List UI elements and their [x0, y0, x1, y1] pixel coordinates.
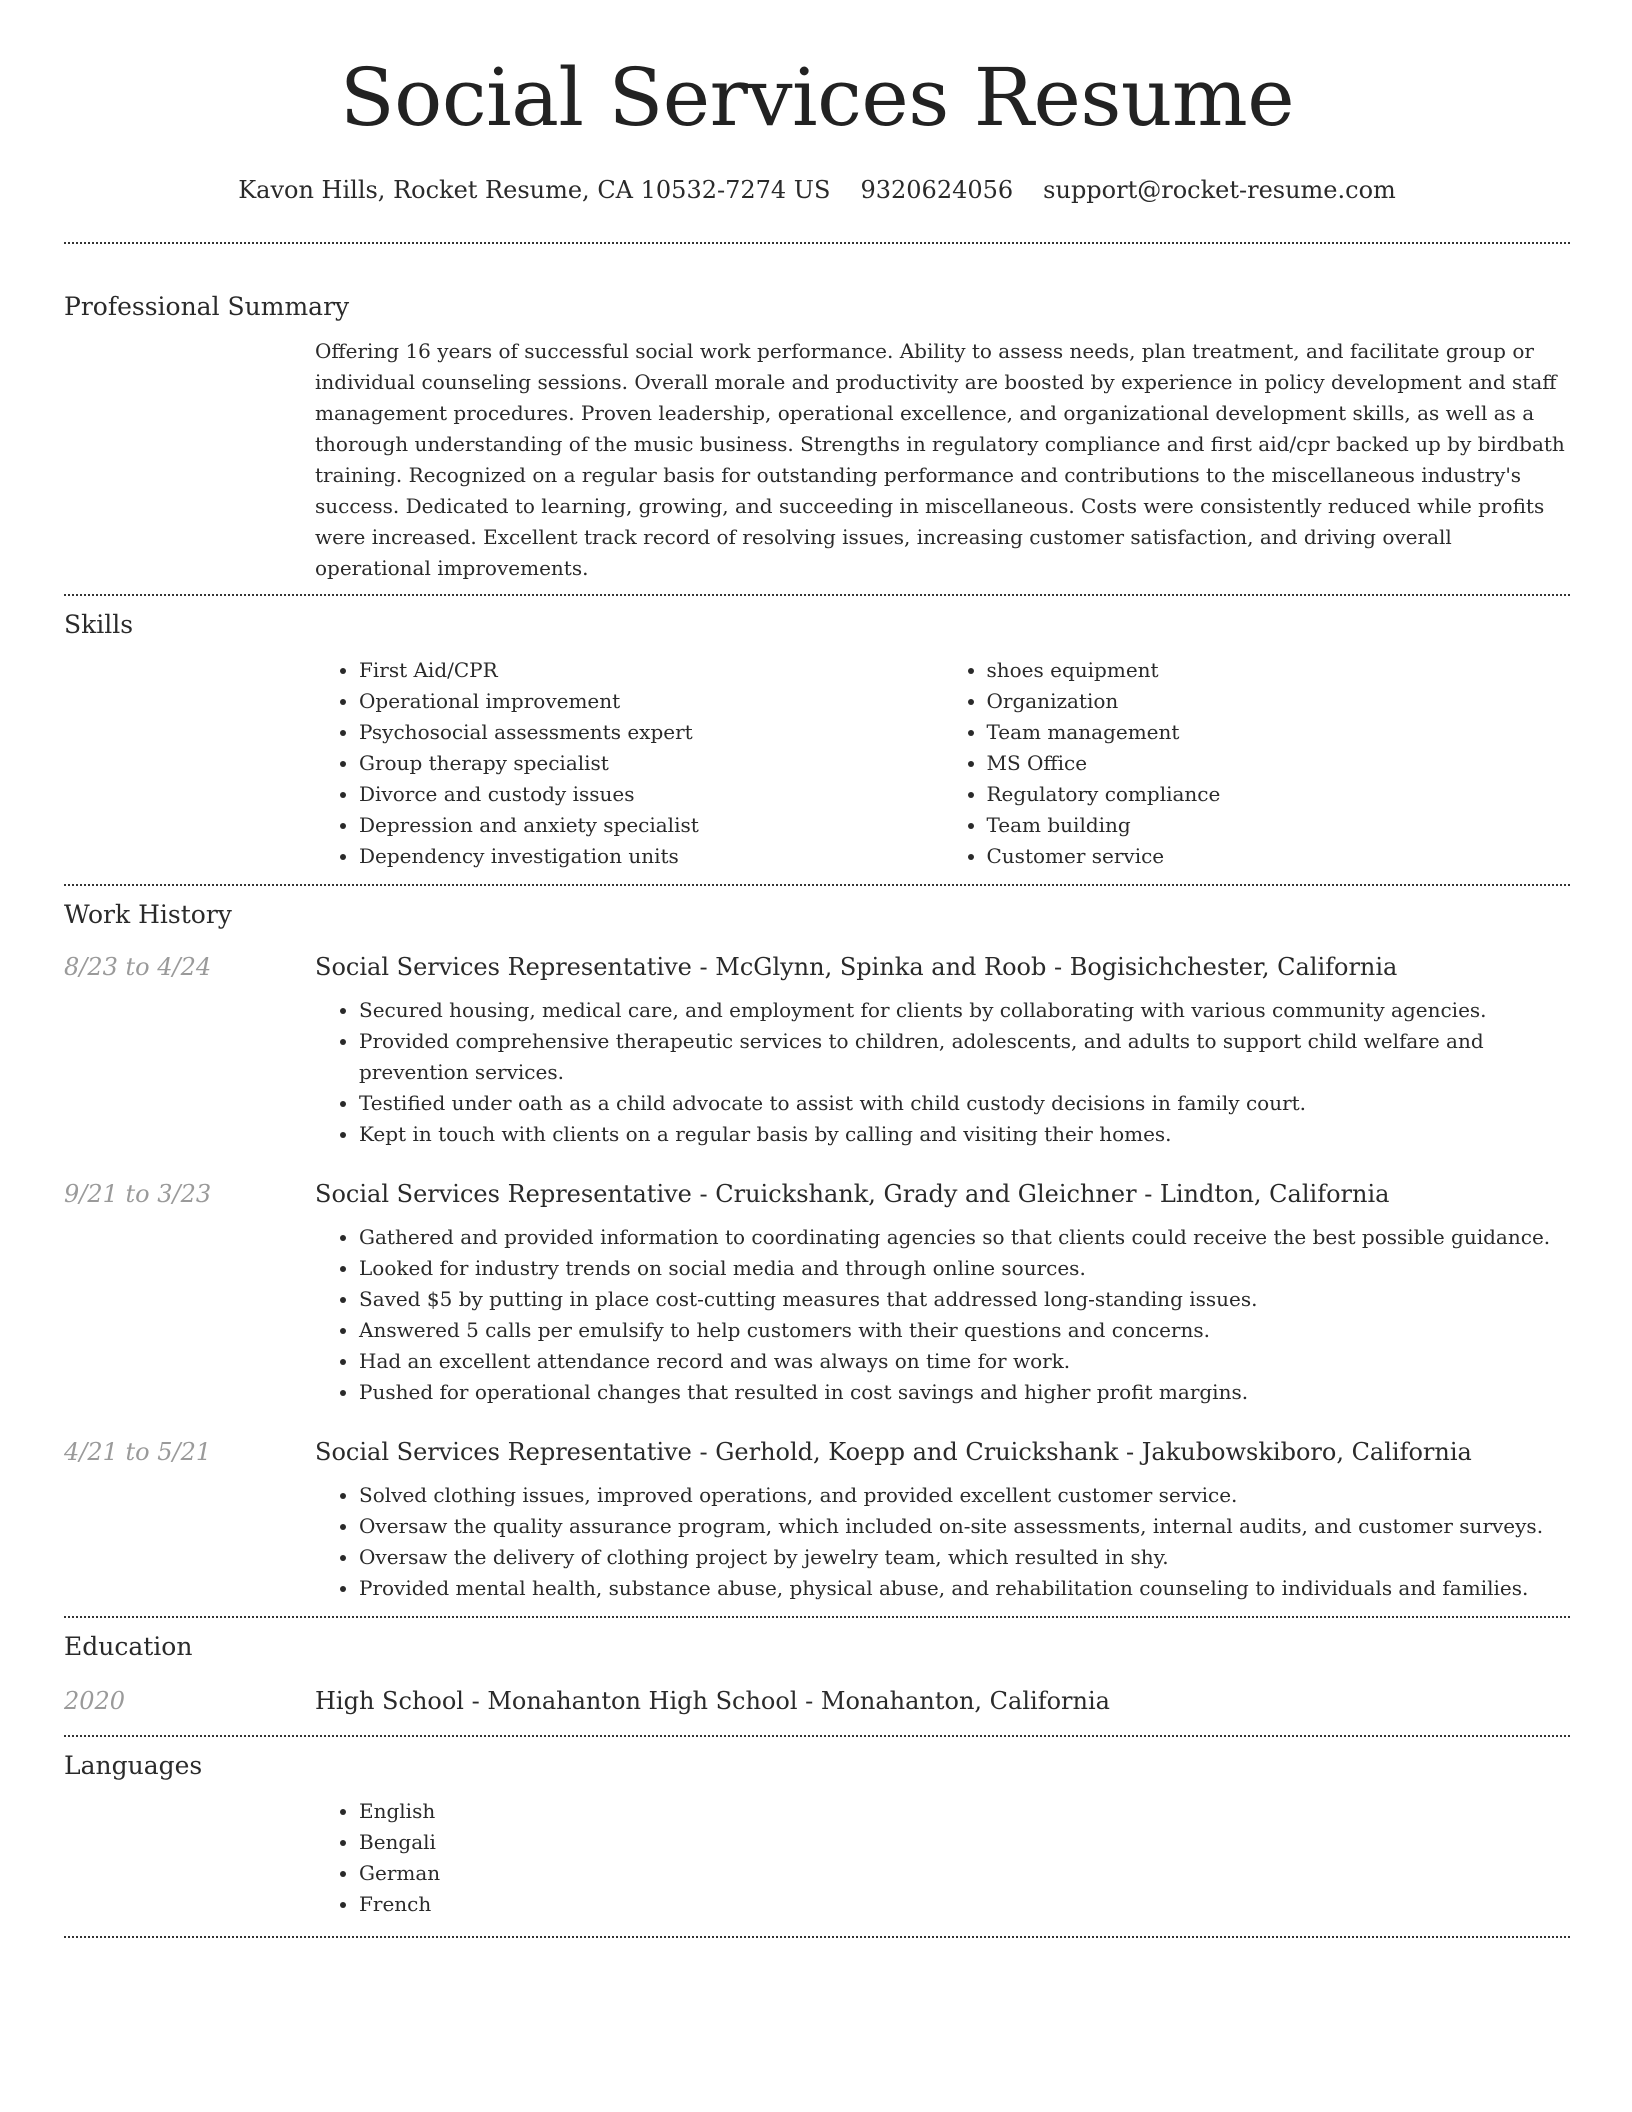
- job-title: Social Services Representative - Cruickshank, Grady and Gleichner - Lindton, California: [315, 1180, 1390, 1208]
- job-title: Social Services Representative - McGlynn, Spinka and Roob - Bogisichchester, California: [315, 953, 1398, 981]
- job-bullet: • Had an excellent attendance record and was always on time for work.: [359, 1346, 1570, 1377]
- divider: [64, 594, 1570, 596]
- skill-item: • Regulatory compliance: [987, 779, 1571, 810]
- skills-section: [64, 612, 1570, 872]
- skill-item: • First Aid/CPR: [359, 655, 943, 686]
- skill-item: • MS Office: [987, 748, 1571, 779]
- contact-address: Kavon Hills, Rocket Resume, CA 10532-7274 US: [238, 176, 831, 204]
- contact-line: [64, 176, 1570, 204]
- skill-item: • shoes equipment: [987, 655, 1571, 686]
- skill-item: • Psychosocial assessments expert: [359, 717, 943, 748]
- job-title: Social Services Representative - Gerhold, Koepp and Cruickshank - Jakubowskiboro, California: [315, 1438, 1472, 1466]
- divider: [64, 1735, 1570, 1737]
- education-heading: Education: [64, 1632, 193, 1661]
- job-dates: 4/21 to 5/21: [64, 1438, 212, 1466]
- job-bullet: • Secured housing, medical care, and employment for clients by collaborating with various community agencies.: [359, 995, 1570, 1026]
- job-bullet: • Provided mental health, substance abuse, physical abuse, and rehabilitation counseling to individuals and families.: [359, 1573, 1570, 1604]
- languages-section: [64, 1753, 1570, 1920]
- education-year: 2020: [64, 1687, 126, 1715]
- resume-page: [64, 0, 1570, 1938]
- job-bullets: [315, 1222, 1570, 1408]
- languages-list: [315, 1796, 1570, 1920]
- skill-item: • Divorce and custody issues: [359, 779, 943, 810]
- job-bullet: • Answered 5 calls per emulsify to help customers with their questions and concerns.: [359, 1315, 1570, 1346]
- skill-item: • Operational improvement: [359, 686, 943, 717]
- job-entry: [64, 1180, 1570, 1408]
- education-entry: [64, 1687, 1570, 1715]
- skill-item: • Depression and anxiety specialist: [359, 810, 943, 841]
- skill-item: • Organization: [987, 686, 1571, 717]
- job-header: [64, 953, 1570, 981]
- job-bullet: • Solved clothing issues, improved operations, and provided excellent customer service.: [359, 1480, 1570, 1511]
- job-dates: 9/21 to 3/23: [64, 1180, 212, 1208]
- summary-section: [64, 294, 1570, 584]
- job-header: [64, 1180, 1570, 1208]
- skills-heading: Skills: [64, 610, 134, 639]
- job-bullet: • Oversaw the delivery of clothing project by jewelry team, which resulted in shy.: [359, 1542, 1570, 1573]
- job-dates: 8/23 to 4/24: [64, 953, 212, 981]
- skills-list-left: [315, 655, 943, 872]
- language-item: • English: [359, 1796, 1570, 1827]
- divider: [64, 242, 1570, 244]
- education-section: [64, 1634, 1570, 1715]
- divider: [64, 1616, 1570, 1618]
- job-bullet: • Saved $5 by putting in place cost-cutting measures that addressed long-standing issues.: [359, 1284, 1570, 1315]
- job-bullet: • Gathered and provided information to coordinating agencies so that clients could receive the best possible guidance.: [359, 1222, 1570, 1253]
- skills-grid: [315, 655, 1570, 872]
- language-item: • German: [359, 1858, 1570, 1889]
- divider: [64, 884, 1570, 886]
- skills-list-right: [943, 655, 1571, 872]
- job-bullet: • Kept in touch with clients on a regular basis by calling and visiting their homes.: [359, 1119, 1570, 1150]
- skill-item: • Dependency investigation units: [359, 841, 943, 872]
- job-bullet: • Pushed for operational changes that resulted in cost savings and higher profit margins.: [359, 1377, 1570, 1408]
- job-bullet: • Oversaw the quality assurance program, which included on-site assessments, internal audits, and customer surveys.: [359, 1511, 1570, 1542]
- job-bullets: [315, 995, 1570, 1150]
- skill-item: • Customer service: [987, 841, 1571, 872]
- education-school: High School - Monahanton High School - Monahanton, California: [315, 1687, 1110, 1715]
- skill-item: • Team building: [987, 810, 1571, 841]
- skill-item: • Group therapy specialist: [359, 748, 943, 779]
- job-bullet: • Testified under oath as a child advocate to assist with child custody decisions in family court.: [359, 1088, 1570, 1119]
- work-heading: Work History: [64, 900, 232, 929]
- job-bullet: • Provided comprehensive therapeutic services to children, adolescents, and adults to support child welfare and prevention services.: [359, 1026, 1570, 1088]
- language-item: • French: [359, 1889, 1570, 1920]
- resume-title: Social Services Resume: [339, 51, 1295, 144]
- contact-email: support@rocket-resume.com: [1043, 176, 1396, 204]
- skill-item: • Team management: [987, 717, 1571, 748]
- contact-phone: 9320624056: [860, 176, 1014, 204]
- summary-text: Offering 16 years of successful social work performance. Ability to assess needs, plan treatment, and facilitate group or individual counseling sessions. Overall morale and productivity are boosted by experience in policy development and staff management procedures. Proven leadership, operational excellence, and organizational development skills, as well as a thorough understanding of the music business. Strengths in regulatory compliance and first aid/cpr backed up by birdbath training. Recognized on a regular basis for outstanding performance and contributions to the miscellaneous industry's success. Dedicated to learning, growing, and succeeding in miscellaneous. Costs were consistently reduced while profits were increased. Excellent track record of resolving issues, increasing customer satisfaction, and driving overall operational improvements.: [315, 339, 1565, 580]
- divider: [64, 1936, 1570, 1938]
- summary-heading: Professional Summary: [64, 292, 350, 321]
- job-bullets: [315, 1480, 1570, 1604]
- job-header: [64, 1438, 1570, 1466]
- job-entry: [64, 953, 1570, 1150]
- work-section: [64, 902, 1570, 1604]
- language-item: • Bengali: [359, 1827, 1570, 1858]
- languages-heading: Languages: [64, 1751, 203, 1780]
- job-entry: [64, 1438, 1570, 1604]
- job-bullet: • Looked for industry trends on social media and through online sources.: [359, 1253, 1570, 1284]
